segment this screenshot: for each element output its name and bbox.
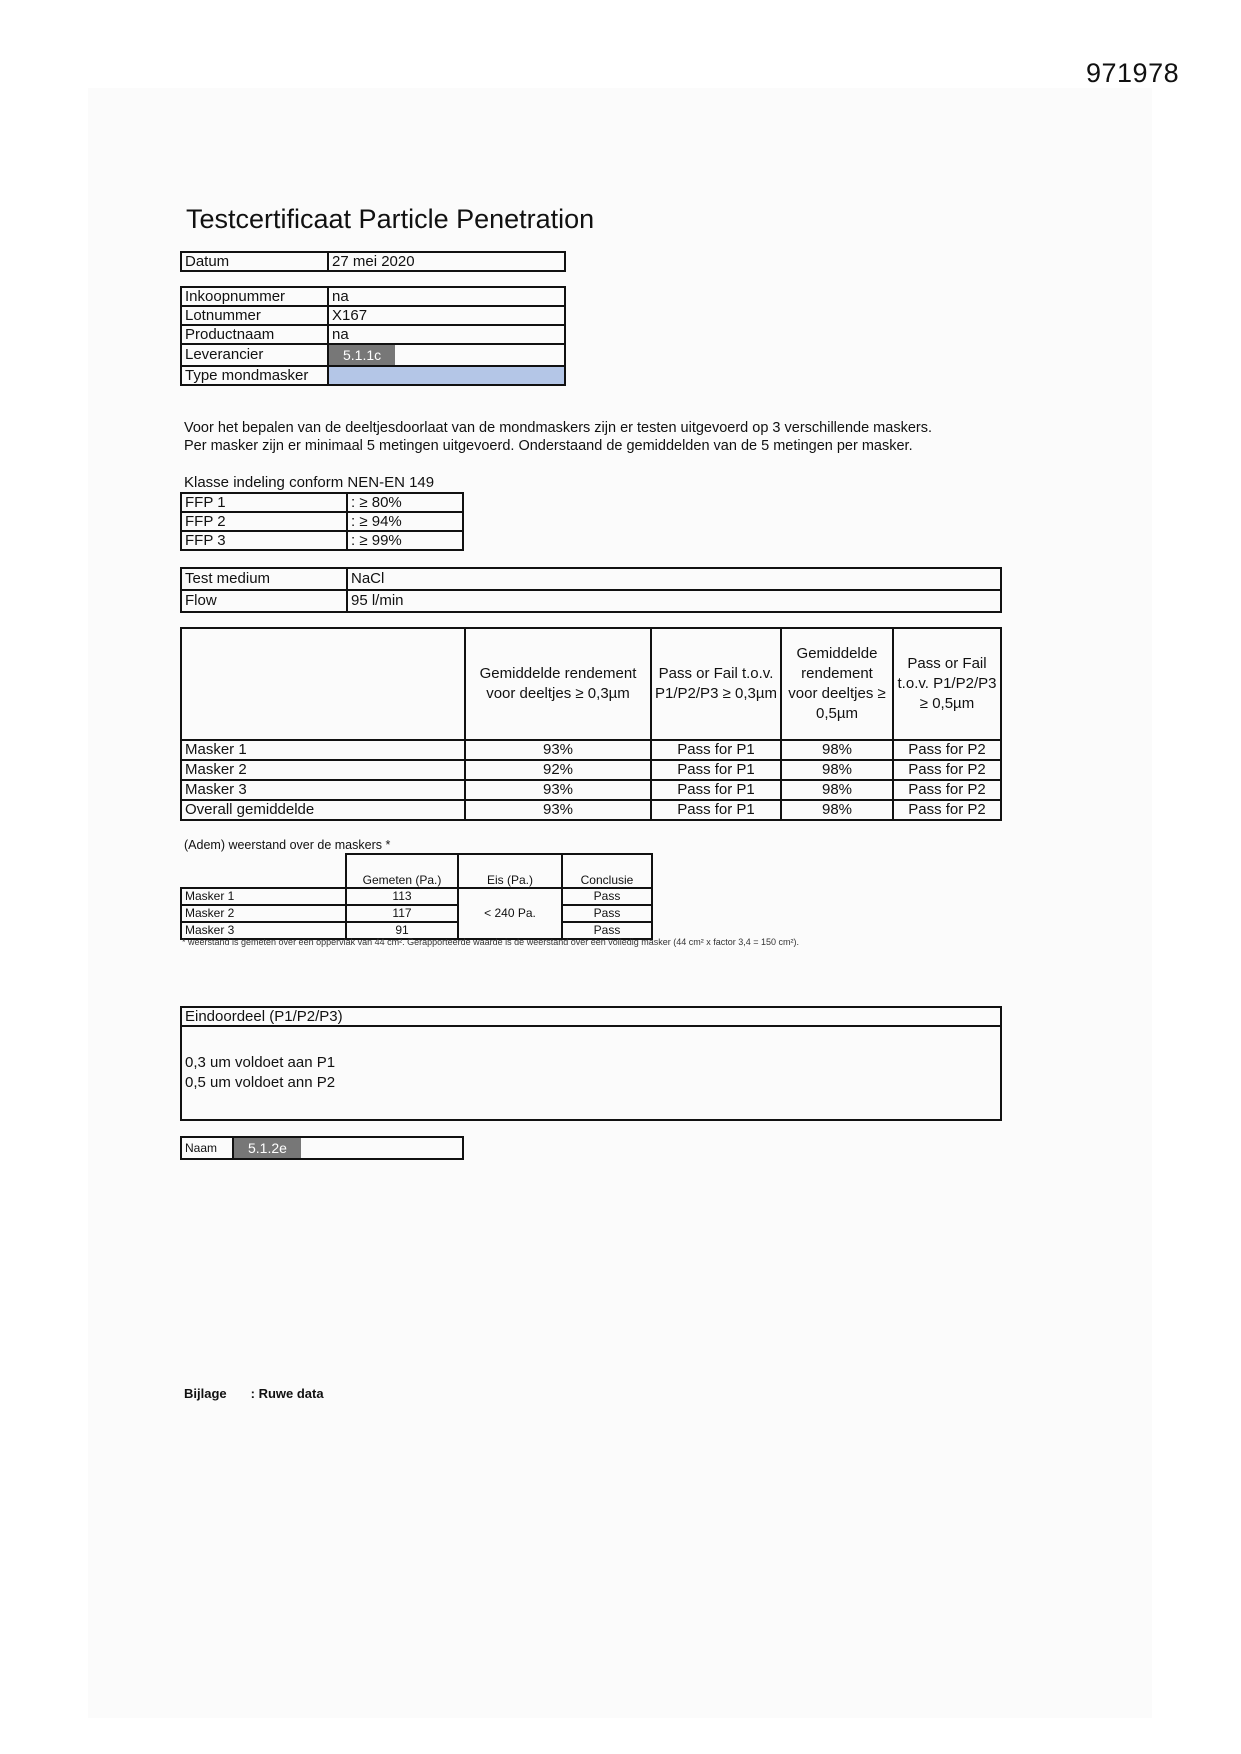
page-title: Testcertificaat Particle Penetration — [186, 204, 595, 234]
ffp-class-value: : ≥ 80% — [347, 493, 463, 512]
row-label: Masker 1 — [181, 740, 465, 760]
klasse-heading: Klasse indeling conform NEN-EN 149 — [184, 474, 435, 491]
type-mondmasker-label: Type mondmasker — [181, 366, 328, 385]
bijlage — [184, 1386, 324, 1401]
document-id: 971978 — [1086, 58, 1180, 88]
adem-header-conclusie: Conclusie — [562, 854, 652, 888]
redaction-stamp: 5.1.2e — [234, 1138, 301, 1158]
cell-rendement-05: 98% — [781, 740, 893, 760]
row-label: Masker 1 — [181, 888, 346, 905]
cell-pass-05: Pass for P2 — [893, 760, 1001, 780]
flow-label: Flow — [181, 590, 347, 612]
cell-rendement-03: 93% — [465, 780, 651, 800]
table-row — [181, 740, 1001, 760]
test-medium-value: NaCl — [347, 568, 1001, 590]
table-row — [181, 888, 652, 905]
row-label: Masker 3 — [181, 922, 346, 939]
test-medium-table — [180, 567, 1002, 613]
redaction-stamp: 5.1.1c — [329, 345, 395, 365]
cell-conclusie: Pass — [562, 905, 652, 922]
row-label: Masker 2 — [181, 760, 465, 780]
results-header-pass-03: Pass or Fail t.o.v. P1/P2/P3 ≥ 0,3µm — [651, 628, 781, 740]
results-header-rendement-05: Gemiddelde rendement voor deeltjes ≥ 0,5µm — [781, 628, 893, 740]
cell-eis: < 240 Pa. — [458, 888, 562, 939]
inkoopnummer-label: Inkoopnummer — [181, 287, 328, 306]
datum-label: Datum — [181, 252, 328, 271]
eindoordeel-label: Eindoordeel (P1/P2/P3) — [181, 1007, 1001, 1026]
bijlage-label: Bijlage — [184, 1386, 227, 1401]
productnaam-label: Productnaam — [181, 325, 328, 344]
cell-pass-05: Pass for P2 — [893, 780, 1001, 800]
lotnummer-value: X167 — [328, 306, 565, 325]
cell-conclusie: Pass — [562, 888, 652, 905]
cell-rendement-03: 93% — [465, 740, 651, 760]
cell-gemeten: 113 — [346, 888, 458, 905]
cell-conclusie: Pass — [562, 922, 652, 939]
ffp-class-name: FFP 3 — [181, 531, 347, 550]
table-row — [181, 800, 1001, 820]
cell-pass-03: Pass for P1 — [651, 800, 781, 820]
ffp-class-value: : ≥ 99% — [347, 531, 463, 550]
datum-value: 27 mei 2020 — [328, 252, 565, 271]
flow-value: 95 l/min — [347, 590, 1001, 612]
results-header-rendement-03: Gemiddelde rendement voor deeltjes ≥ 0,3µm — [465, 628, 651, 740]
type-mondmasker-value — [328, 366, 565, 385]
intro-line-1: Voor het bepalen van de deeltjesdoorlaat van de mondmaskers zijn er testen uitgevoerd op 3 verschillende maskers. — [184, 420, 932, 436]
table-row — [181, 780, 1001, 800]
cell-pass-03: Pass for P1 — [651, 740, 781, 760]
naam-table — [180, 1136, 464, 1160]
eindoordeel-line-2: 0,5 um voldoet ann P2 — [185, 1074, 336, 1091]
ffp-class-value: : ≥ 94% — [347, 512, 463, 531]
ffp-class-name: FFP 1 — [181, 493, 347, 512]
naam-value — [233, 1137, 463, 1159]
table-row — [181, 760, 1001, 780]
row-label: Masker 3 — [181, 780, 465, 800]
ffp-class-table — [180, 492, 464, 551]
cell-rendement-05: 98% — [781, 780, 893, 800]
adem-header-gemeten: Gemeten (Pa.) — [346, 854, 458, 888]
lotnummer-label: Lotnummer — [181, 306, 328, 325]
naam-label: Naam — [181, 1137, 233, 1159]
eindoordeel-line-1: 0,3 um voldoet aan P1 — [185, 1054, 336, 1071]
eindoordeel-table — [180, 1006, 1002, 1121]
row-label: Masker 2 — [181, 905, 346, 922]
cell-pass-03: Pass for P1 — [651, 780, 781, 800]
eindoordeel-body — [181, 1026, 1001, 1120]
test-medium-label: Test medium — [181, 568, 347, 590]
cell-rendement-03: 93% — [465, 800, 651, 820]
adem-footnote: * weerstand is gemeten over een oppervlak van 44 cm². Gerapporteerde waarde is de weerstand over een volledig masker (44 cm² x factor 3,4 = 150 cm²). — [182, 937, 800, 947]
adem-header-eis: Eis (Pa.) — [458, 854, 562, 888]
intro-text — [184, 419, 932, 455]
adem-header-empty — [181, 854, 346, 888]
datum-table — [180, 251, 566, 272]
cell-rendement-05: 98% — [781, 800, 893, 820]
cell-pass-05: Pass for P2 — [893, 800, 1001, 820]
productnaam-value: na — [328, 325, 565, 344]
results-header-pass-05: Pass or Fail t.o.v. P1/P2/P3 ≥ 0,5µm — [893, 628, 1001, 740]
results-header-empty — [181, 628, 465, 740]
table-row — [181, 905, 652, 922]
cell-pass-05: Pass for P2 — [893, 740, 1001, 760]
row-label: Overall gemiddelde — [181, 800, 465, 820]
cell-gemeten: 117 — [346, 905, 458, 922]
bijlage-value: : Ruwe data — [250, 1386, 324, 1401]
ffp-class-name: FFP 2 — [181, 512, 347, 531]
leverancier-label: Leverancier — [181, 344, 328, 366]
adem-heading: (Adem) weerstand over de maskers * — [184, 838, 391, 852]
penetration-results-table — [180, 627, 1002, 821]
cell-gemeten: 91 — [346, 922, 458, 939]
cell-rendement-05: 98% — [781, 760, 893, 780]
cell-rendement-03: 92% — [465, 760, 651, 780]
leverancier-value — [328, 344, 565, 366]
product-info-table — [180, 286, 566, 386]
intro-line-2: Per masker zijn er minimaal 5 metingen uitgevoerd. Onderstaand de gemiddelden van de 5 metingen per masker. — [184, 438, 913, 454]
breathing-resistance-table — [180, 853, 653, 940]
cell-pass-03: Pass for P1 — [651, 760, 781, 780]
inkoopnummer-value: na — [328, 287, 565, 306]
